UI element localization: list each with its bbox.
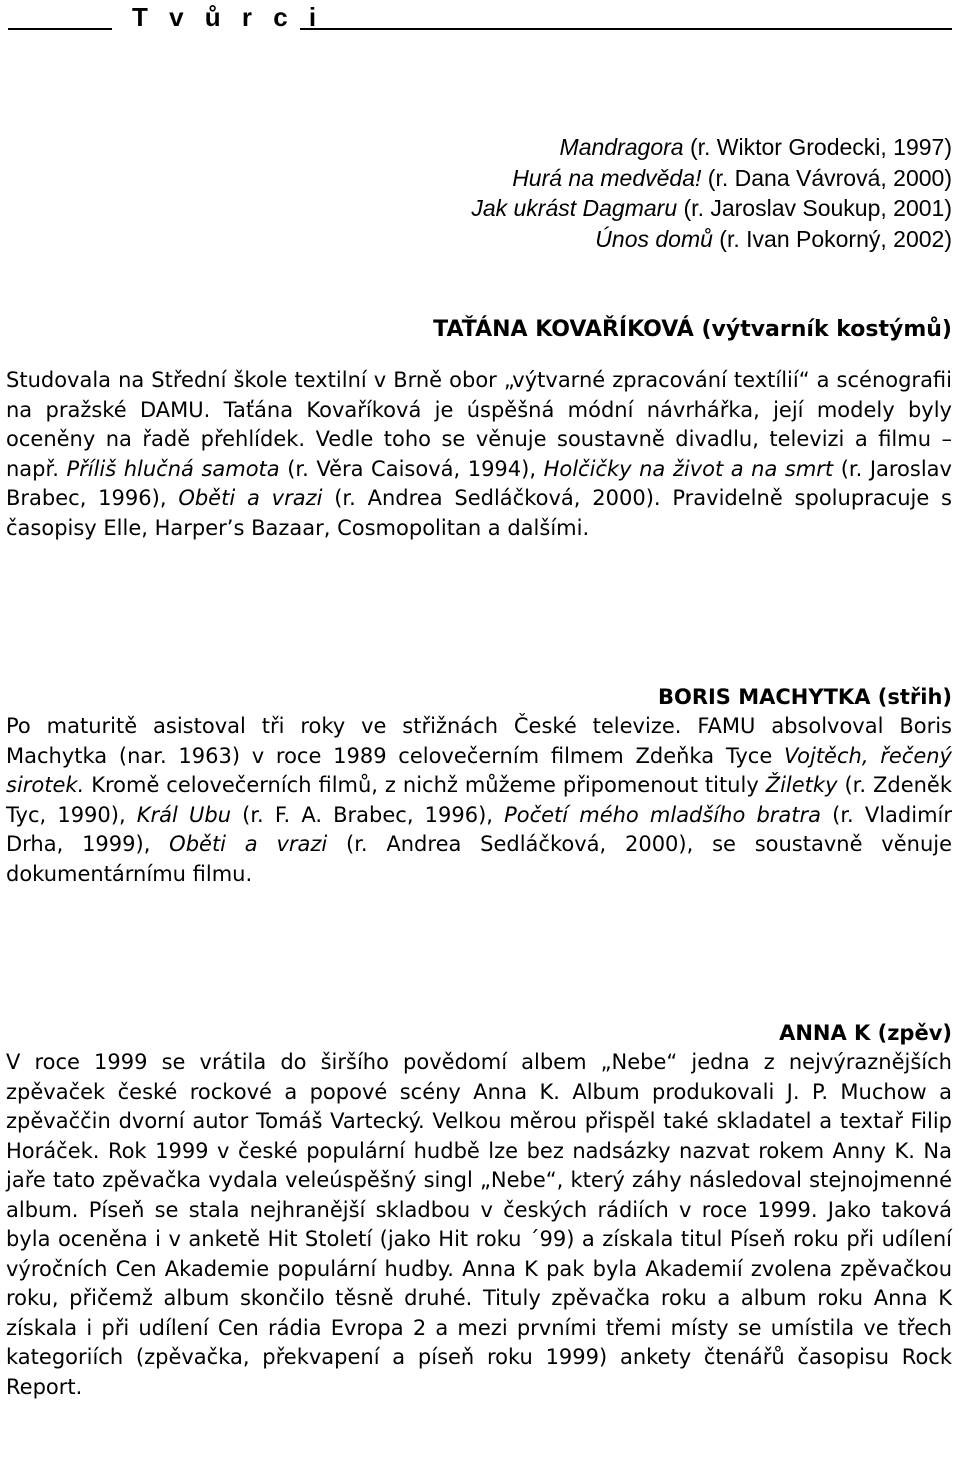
film-title: Jak ukrást Dagmaru [471, 195, 678, 221]
film-title: Oběti a vrazi [178, 486, 323, 510]
text-run: (r. Vladimír Drha, 1999), [6, 802, 952, 856]
film-title: Hurá na medvěda! [512, 164, 702, 191]
film-item [471, 132, 952, 163]
film-title: Příliš hlučná samota [66, 456, 280, 481]
film-credit: (r. Jaroslav Soukup, 2001) [677, 195, 952, 221]
text-run: Studovala na Střední škole textilní v Brně obor „výtvarné zpracování textílií“ a scénografii na pražské DAMU. Taťána Kovaříková je úspěšná módní návrhářka, její modely byly oceněny na řadě přehlídek. Vedle toho se věnuje soustavně divadlu, televizi a filmu – např. [6, 368, 952, 481]
film-credit: (r. Ivan Pokorný, 2002) [712, 225, 952, 252]
section-paragraph [6, 712, 952, 889]
film-item [471, 163, 952, 194]
text-run: (r. Věra Caisová, 1994), [279, 456, 544, 481]
section-heading: TAŤÁNA KOVAŘÍKOVÁ (výtvarník kostýmů) [433, 317, 952, 342]
text-run: (r. Jaroslav Brabec, 1996), [6, 456, 952, 510]
page-header [0, 0, 960, 36]
film-title: Únos domů [595, 225, 713, 252]
film-title: Král Ubu [136, 802, 232, 827]
section-tatana-kovarikova [6, 315, 952, 543]
film-credit: (r. Wiktor Grodecki, 1997) [683, 134, 952, 160]
section-boris-machytka [6, 683, 952, 889]
film-title: Oběti a vrazi [169, 832, 328, 856]
text-run: (r. F. A. Brabec, 1996), [231, 802, 505, 827]
film-title: Mandragora [559, 134, 684, 160]
text-run: (r. Andrea Sedláčková, 2000), se soustavně věnuje dokumentárnímu filmu. [6, 832, 953, 886]
text-run: Po maturitě asistoval tři roky ve střižnách České televize. FAMU absolvoval Boris Machytka (nar. 1963) v roce 1989 celovečerním filmem Zdeňka Tyce [6, 714, 952, 768]
film-title: Početí mého mladšího bratra [504, 802, 822, 827]
section-anna-k [6, 1019, 952, 1402]
header-rule-right [300, 28, 952, 30]
section-heading: ANNA K (zpěv) [779, 1021, 952, 1045]
section-paragraph [6, 366, 952, 543]
section-heading: BORIS MACHYTKA (střih) [657, 685, 952, 709]
film-title: Vojtěch, řečený sirotek. [6, 743, 952, 797]
film-item [471, 224, 952, 255]
film-item [471, 193, 952, 224]
header-rule-left [8, 28, 112, 30]
text-run: (r. Andrea Sedláčková, 2000). Pravidelně spolupracuje s časopisy Elle, Harper’s Bazaar, Cosmopolitan a dalšími. [6, 486, 953, 540]
film-title: Žiletky [765, 773, 838, 797]
text-run: Kromě celovečerních filmů, z nichž můžeme připomenout tituly [84, 773, 766, 797]
page-title: T v ů r c i [132, 2, 324, 32]
text-run: (r. Zdeněk Tyc, 1990), [6, 773, 953, 827]
film-list [471, 132, 952, 254]
section-paragraph: V roce 1999 se vrátila do širšího povědomí albem „Nebe“ jedna z nejvýraznějších zpěvaček české rockové a popové scény Anna K. Album produkovali J. P. Muchow a zpěvaččin dvorní autor Tomáš Vartecký. Velkou měrou přispěl také skladatel a textař Filip Horáček. Rok 1999 v české populární hudbě lze bez nadsázky nazvat rokem Anny K. Na jaře tato zpěvačka vydala veleúspěšný singl „Nebe“, který záhy následoval stejnojmenné album. Píseň se stala nejhranější skladbou v českých rádiích v roce 1999. Jako taková byla oceněna i v anketě Hit Století (jako Hit roku ´99) a získala titul Píseň roku při udílení výročních Cen Akademie populární hudby. Anna K pak byla Akademií zvolena zpěvačkou roku, přičemž album skončilo těsně druhé. Tituly zpěvačka roku a album roku Anna K získala i při udílení Cen rádia Evropa 2 a mezi prvními třemi místy se umístila ve třech kategoriích (zpěvačka, překvapení a píseň roku 1999) ankety čtenářů časopisu Rock Report. [6, 1050, 952, 1399]
film-credit: (r. Dana Vávrová, 2000) [701, 164, 952, 191]
film-title: Holčičky na život a na smrt [543, 456, 834, 481]
